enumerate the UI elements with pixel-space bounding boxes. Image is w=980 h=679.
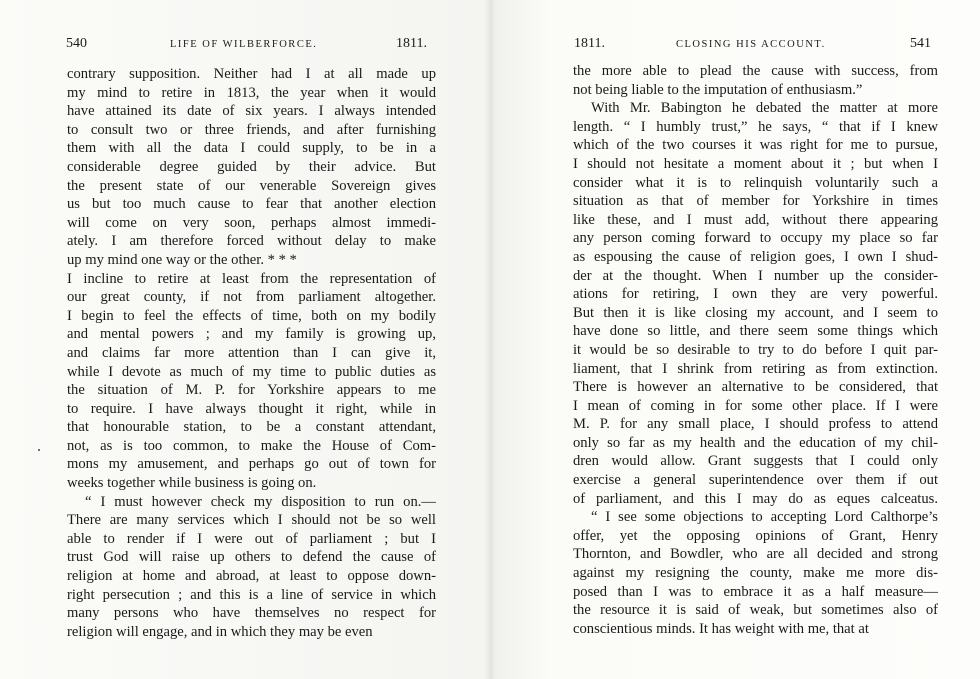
text-line: posed than I was to embrace it as a half measure—: [573, 583, 938, 600]
text-line: length. “ I humbly trust,” he says, “ that if I knew: [573, 118, 938, 135]
left-running-title: LIFE OF WILBERFORCE.: [170, 39, 318, 50]
text-line: that honourable station, to be a constant attendant,: [67, 419, 436, 436]
text-line: ately. I am therefore forced without delay to make: [67, 233, 436, 250]
text-line: us but too much cause to fear that another election: [67, 196, 436, 213]
text-line: But then it is like closing my account, and I seem to: [573, 304, 938, 321]
text-line: the present state of our venerable Sovereign gives: [67, 177, 436, 194]
text-line: weeks together while business is going on.: [67, 475, 317, 492]
text-line: ations for retiring, I own they are very powerful.: [573, 286, 938, 303]
text-line: which of the two courses it was right for me to pursue,: [573, 137, 938, 154]
book-gutter: [484, 0, 496, 679]
right-page-number: 541: [910, 36, 931, 51]
left-year: 1811.: [396, 36, 427, 51]
text-line: There is however an alternative to be considered, that: [573, 379, 938, 396]
text-line: as espousing the cause of religion goes, I own I shud-: [573, 248, 938, 265]
text-line: like these, and I must add, without there appearing: [573, 211, 938, 228]
text-line: up my mind one way or the other. * * *: [67, 251, 297, 268]
text-line: against my resigning the county, make me more dis-: [573, 565, 938, 582]
right-running-title: CLOSING HIS ACCOUNT.: [676, 39, 826, 50]
text-line: and claims far more attention than I can give it,: [67, 344, 436, 361]
text-line: I incline to retire at least from the representation of: [67, 270, 436, 287]
text-line: of parliament, and this I may do as eques calceatus.: [573, 490, 938, 507]
text-line: while I devote as much of my time to public duties as: [67, 363, 436, 380]
text-line: consider what it is to relinquish voluntarily such a: [573, 174, 938, 191]
text-line: and mental powers ; and my family is growing up,: [67, 326, 436, 343]
text-line: not, as is too common, to make the House of Com-: [67, 437, 436, 454]
text-line: dren would allow. Grant suggests that I could only: [573, 453, 938, 470]
text-line: Thornton, and Bowdler, who are all decided and strong: [573, 546, 938, 563]
text-line: M. P. for any small place, I should profess to attend: [573, 416, 938, 433]
text-line: considerable degree guided by their advice. But: [67, 158, 436, 175]
text-line: our great county, if not from parliament altogether.: [67, 289, 436, 306]
text-line: to require. I have always thought it right, while in: [67, 400, 436, 417]
scan-speck: [38, 449, 40, 451]
text-line: only so far as my health and the education of my chil-: [573, 434, 938, 451]
text-line: I mean of coming in for some other place. If I were: [573, 397, 938, 414]
left-page-number: 540: [66, 36, 87, 51]
text-line: able to render if I were out of parliament ; but I: [67, 530, 436, 547]
text-line: my mind to retire in 1813, the year when it would: [67, 84, 436, 101]
text-line: conscientious minds. It has weight with me, that at: [573, 620, 869, 637]
text-line: “ I see some objections to accepting Lord Calthorpe’s: [591, 509, 938, 526]
text-line: many persons who have themselves no respect for: [67, 605, 436, 622]
text-line: “ I must however check my disposition to run on.—: [85, 493, 436, 510]
text-line: liament, that I shrink from retiring as from extinction.: [573, 360, 938, 377]
right-body-text: [573, 62, 938, 638]
text-line: right persecution ; and this is a line of service in which: [67, 586, 436, 603]
text-line: I begin to feel the effects of time, both on my bodily: [67, 307, 436, 324]
text-line: have attained its date of six years. I always intended: [67, 103, 436, 120]
right-page-header: [490, 36, 980, 54]
text-line: I should not hesitate a moment about it ; but when I: [573, 155, 938, 172]
text-line: any person coming forward to occupy my place so far: [573, 230, 938, 247]
left-page-header: [0, 36, 490, 54]
text-line: the more able to plead the cause with success, from: [573, 63, 938, 79]
text-line: the situation of M. P. for Yorkshire appears to me: [67, 382, 436, 399]
text-line: With Mr. Babington he debated the matter at more: [591, 100, 938, 117]
right-page: [490, 0, 980, 679]
text-line: to consult two or three friends, and after furnishing: [67, 121, 436, 138]
text-line: There are many services which I should not be so well: [67, 512, 436, 529]
text-line: mons my amusement, and perhaps go out of town for: [67, 456, 436, 473]
text-line: it would be so desirable to try to do before I quit par-: [573, 341, 938, 358]
text-line: religion at home and abroad, at least to oppose down-: [67, 568, 436, 585]
text-line: not being liable to the imputation of enthusiasm.”: [573, 81, 863, 98]
text-line: will come on very soon, perhaps almost immedi-: [67, 214, 436, 231]
text-line: exercise a general superintendence over them if out: [573, 472, 938, 489]
text-line: have done so little, and there seem some things which: [573, 323, 938, 340]
text-line: contrary supposition. Neither had I at all made up: [67, 66, 436, 82]
text-line: religion will engage, and in which they may be even: [67, 623, 373, 640]
text-line: them with all the data I could supply, to be in a: [67, 140, 436, 157]
text-line: der at the thought. When I number up the consider-: [573, 267, 938, 284]
text-line: offer, yet the opposing opinions of Grant, Henry: [573, 527, 938, 544]
left-body-text: [67, 65, 436, 641]
text-line: the resource it is said of weak, but sometimes also of: [573, 602, 938, 619]
right-year: 1811.: [574, 36, 605, 51]
text-line: trust God will raise up others to defend the cause of: [67, 549, 436, 566]
text-line: situation as that of member for Yorkshire in times: [573, 193, 938, 210]
